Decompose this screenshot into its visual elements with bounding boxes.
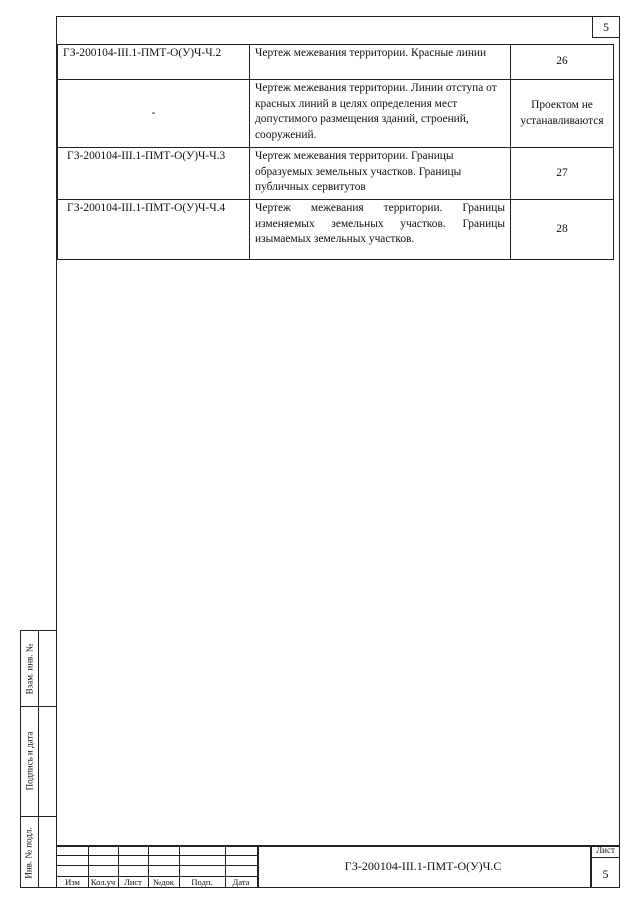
hdr-data: Дата [232,877,250,887]
row-sheet: 28 [511,200,614,260]
signature-date-label: Подпись и дата [24,731,34,791]
row-title: Чертеж межевания территории. Линии отступа от красных линий в целях определения мест допустимого размещения зданий, строений, сооружений. [250,80,511,148]
sheet-number: 5 [602,867,609,881]
row-sheet: 26 [511,45,614,80]
original-inv-label: Инв. № подл. [24,826,34,879]
row-title: Чертеж межевания территории. Границы изменяемых земельных участков. Границы изымаемых земельных участков. [250,200,511,260]
table-row [58,80,614,148]
drawings-list-table [57,44,614,260]
hdr-izm: Изм [65,877,80,887]
row-code: ГЗ-200104-III.1-ПМТ-О(У)Ч-Ч.4 [58,200,250,260]
page-number: 5 [592,16,620,38]
hdr-kol-uch: Кол.уч [90,877,116,887]
sheet-label: Лист [596,845,615,855]
table-row [58,200,614,260]
row-code: ГЗ-200104-III.1-ПМТ-О(У)Ч-Ч.2 [58,45,250,80]
hdr-podp: Подп. [191,877,213,887]
title-block [57,845,619,887]
document-code: ГЗ-200104-III.1-ПМТ-О(У)Ч.С [344,859,502,873]
hdr-list: Лист [124,877,142,887]
table-row [58,148,614,200]
row-sheet: 27 [511,148,614,200]
row-code: - [58,80,250,148]
table-row [58,45,614,80]
row-title: Чертеж межевания территории. Красные линии [250,45,511,80]
approval-strip [20,630,56,888]
row-code: ГЗ-200104-III.1-ПМТ-О(У)Ч-Ч.3 [58,148,250,200]
row-sheet: Проектом не устанавливаются [511,80,614,148]
replacement-inv-label: Взам. инв. № [24,643,34,694]
hdr-ndok: №док [153,877,174,887]
row-title: Чертеж межевания территории. Границы образуемых земельных участков. Границы публичных сервитутов [250,148,511,200]
